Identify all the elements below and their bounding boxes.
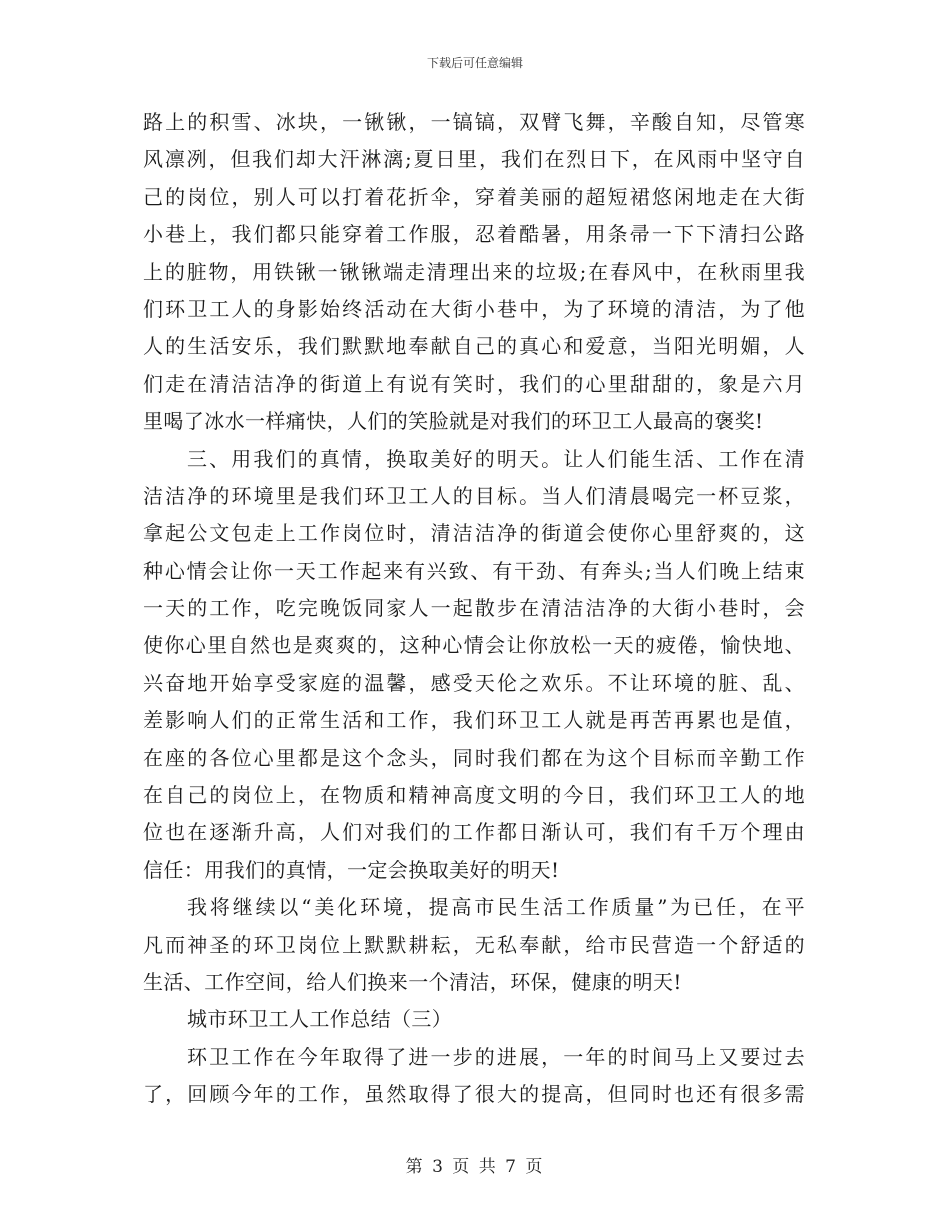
text-line: 风凛冽，但我们却大汗淋漓;夏日里，我们在烈日下，在风雨中坚守自 bbox=[143, 147, 805, 172]
text-line: 城市环卫工人工作总结（三） bbox=[187, 1007, 453, 1032]
text-line: 凡而神圣的环卫岗位上默默耕耘，无私奉献，给市民营造一个舒适的 bbox=[143, 932, 805, 957]
text-line: 洁洁净的环境里是我们环卫工人的目标。当人们清晨喝完一杯豆浆， bbox=[143, 483, 805, 508]
document-body bbox=[143, 104, 805, 1114]
text-line: 我将继续以“美化环境，提高市民生活工作质量”为已任，在平 bbox=[187, 895, 805, 920]
text-line: 们走在清洁洁净的街道上有说有笑时，我们的心里甜甜的，象是六月 bbox=[143, 371, 805, 396]
text-line: 小巷上，我们都只能穿着工作服，忍着酷暑，用条帚一下下清扫公路 bbox=[143, 222, 805, 247]
text-line: 兴奋地开始享受家庭的温馨，感受天伦之欢乐。不让环境的脏、乱、 bbox=[143, 670, 805, 695]
text-line: 里喝了冰水一样痛快，人们的笑脸就是对我们的环卫工人最高的褒奖! bbox=[143, 409, 764, 434]
page-header: 下载后可任意编辑 bbox=[426, 56, 523, 70]
text-line: 三、用我们的真情，换取美好的明天。让人们能生活、工作在清 bbox=[187, 446, 805, 471]
text-line: 拿起公文包走上工作岗位时，清洁洁净的街道会使你心里舒爽的，这 bbox=[143, 521, 805, 546]
text-line: 们环卫工人的身影始终活动在大街小巷中，为了环境的清洁，为了他 bbox=[143, 296, 805, 321]
text-line: 己的岗位，别人可以打着花折伞，穿着美丽的超短裙悠闲地走在大街 bbox=[143, 184, 805, 209]
text-line: 种心情会让你一天工作起来有兴致、有干劲、有奔头;当人们晚上结束 bbox=[143, 558, 805, 583]
text-line: 在自己的岗位上，在物质和精神高度文明的今日，我们环卫工人的地 bbox=[143, 783, 805, 808]
text-line: 一天的工作，吃完晚饭同家人一起散步在清洁洁净的大街小巷时，会 bbox=[143, 596, 805, 621]
page-number: 第 3 页 共 7 页 bbox=[405, 1157, 545, 1177]
text-line: 信任：用我们的真情，一定会换取美好的明天! bbox=[143, 857, 560, 882]
text-line: 在座的各位心里都是这个念头，同时我们都在为这个目标而辛勤工作 bbox=[143, 745, 805, 770]
text-line: 位也在逐渐升高，人们对我们的工作都日渐认可，我们有千万个理由 bbox=[143, 820, 805, 845]
text-line: 路上的积雪、冰块，一锹锹，一镐镐，双臂飞舞，辛酸自知，尽管寒 bbox=[143, 110, 805, 134]
text-line: 人的生活安乐，我们默默地奉献自己的真心和爱意，当阳光明媚，人 bbox=[143, 334, 805, 359]
text-line: 差影响人们的正常生活和工作，我们环卫工人就是再苦再累也是值， bbox=[143, 708, 805, 733]
text-line: 生活、工作空间，给人们换来一个清洁，环保，健康的明天! bbox=[143, 969, 682, 994]
text-line: 环卫工作在今年取得了进一步的进展，一年的时间马上又要过去 bbox=[187, 1044, 805, 1069]
text-line: 了，回顾今年的工作，虽然取得了很大的提高，但同时也还有很多需 bbox=[143, 1082, 805, 1107]
text-line: 使你心里自然也是爽爽的，这种心情会让你放松一天的疲倦，愉快地、 bbox=[143, 633, 805, 658]
text-line: 上的脏物，用铁锹一锹锹端走清理出来的垃圾;在春风中，在秋雨里我 bbox=[143, 259, 805, 284]
